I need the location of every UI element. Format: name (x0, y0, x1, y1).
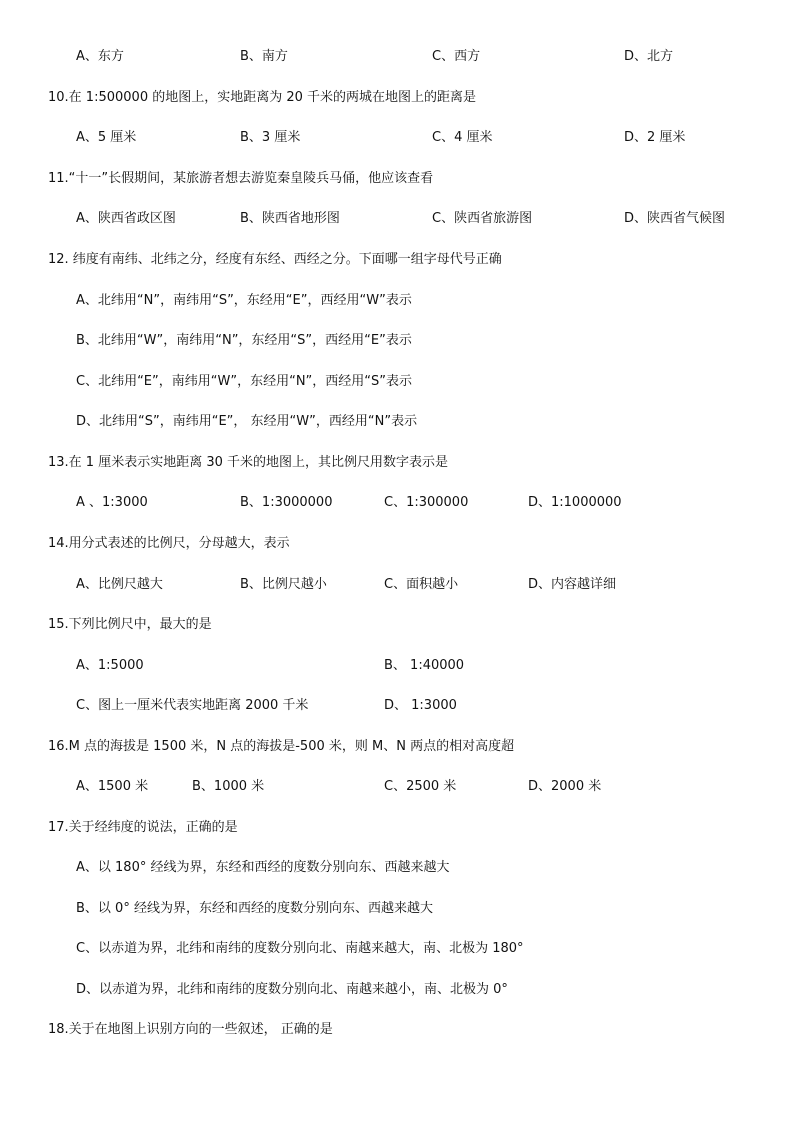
question-14-stem: 14.用分式表述的比例尺，分母越大，表示 (48, 536, 290, 551)
option-c: C、2500 米 (384, 779, 457, 794)
option-b: B、1000 米 (192, 779, 265, 794)
question-11-stem: 11.“十一”长假期间，某旅游者想去游览秦皇陵兵马俑，他应该查看 (48, 171, 434, 186)
option-b: B、3 厘米 (240, 130, 301, 145)
option-b: B、比例尺越小 (240, 577, 327, 592)
option-d: D、北纬用“S”，南纬用“E”， 东经用“W”，西经用“N”表示 (76, 414, 418, 429)
option-c: C、以赤道为界，北纬和南纬的度数分别向北、南越来越大，南、北极为 180° (76, 941, 524, 956)
option-c: C、西方 (432, 49, 481, 64)
option-a: A、1:5000 (76, 658, 144, 673)
option-b: B、北纬用“W”，南纬用“N”，东经用“S”，西经用“E”表示 (76, 333, 412, 348)
option-b: B、1:3000000 (240, 495, 333, 510)
option-c: C、图上一厘米代表实地距离 2000 千米 (76, 698, 309, 713)
option-c: C、陕西省旅游图 (432, 211, 533, 226)
question-16-stem: 16.M 点的海拔是 1500 米，N 点的海拔是-500 米，则 M、N 两点的相对高度超 (48, 739, 515, 754)
option-d: D、陕西省气候图 (624, 211, 726, 226)
option-c: C、北纬用“E”，南纬用“W”，东经用“N”，西经用“S”表示 (76, 374, 413, 389)
option-a: A、1500 米 (76, 779, 149, 794)
option-c: C、1:300000 (384, 495, 469, 510)
option-d: D、1:1000000 (528, 495, 622, 510)
option-a: A、比例尺越大 (76, 577, 163, 592)
option-b: B、以 0° 经线为界，东经和西经的度数分别向东、西越来越大 (76, 901, 433, 916)
option-d: D、2000 米 (528, 779, 602, 794)
option-c: C、4 厘米 (432, 130, 493, 145)
option-d: D、以赤道为界，北纬和南纬的度数分别向北、南越来越小，南、北极为 0° (76, 982, 508, 997)
option-c: C、面积越小 (384, 577, 459, 592)
option-b: B、 1:40000 (384, 658, 465, 673)
option-a: A、5 厘米 (76, 130, 137, 145)
option-b: B、南方 (240, 49, 288, 64)
question-15-stem: 15.下列比例尺中，最大的是 (48, 617, 212, 632)
question-12-stem: 12. 纬度有南纬、北纬之分，经度有东经、西经之分。下面哪一组字母代号正确 (48, 252, 502, 267)
option-a: A、以 180° 经线为界，东经和西经的度数分别向东、西越来越大 (76, 860, 450, 875)
option-d: D、北方 (624, 49, 674, 64)
option-d: D、内容越详细 (528, 577, 617, 592)
option-a: A 、1:3000 (76, 495, 148, 510)
option-d: D、2 厘米 (624, 130, 686, 145)
question-17-stem: 17.关于经纬度的说法，正确的是 (48, 820, 238, 835)
question-13-stem: 13.在 1 厘米表示实地距离 30 千米的地图上，其比例尺用数字表示是 (48, 455, 449, 470)
option-b: B、陕西省地形图 (240, 211, 340, 226)
option-a: A、北纬用“N”，南纬用“S”，东经用“E”，西经用“W”表示 (76, 293, 412, 308)
question-10-stem: 10.在 1:500000 的地图上，实地距离为 20 千米的两城在地图上的距离是 (48, 90, 477, 105)
option-a: A、陕西省政区图 (76, 211, 176, 226)
question-18-stem: 18.关于在地图上识别方向的一些叙述， 正确的是 (48, 1022, 333, 1037)
option-a: A、东方 (76, 49, 124, 64)
option-d: D、 1:3000 (384, 698, 457, 713)
